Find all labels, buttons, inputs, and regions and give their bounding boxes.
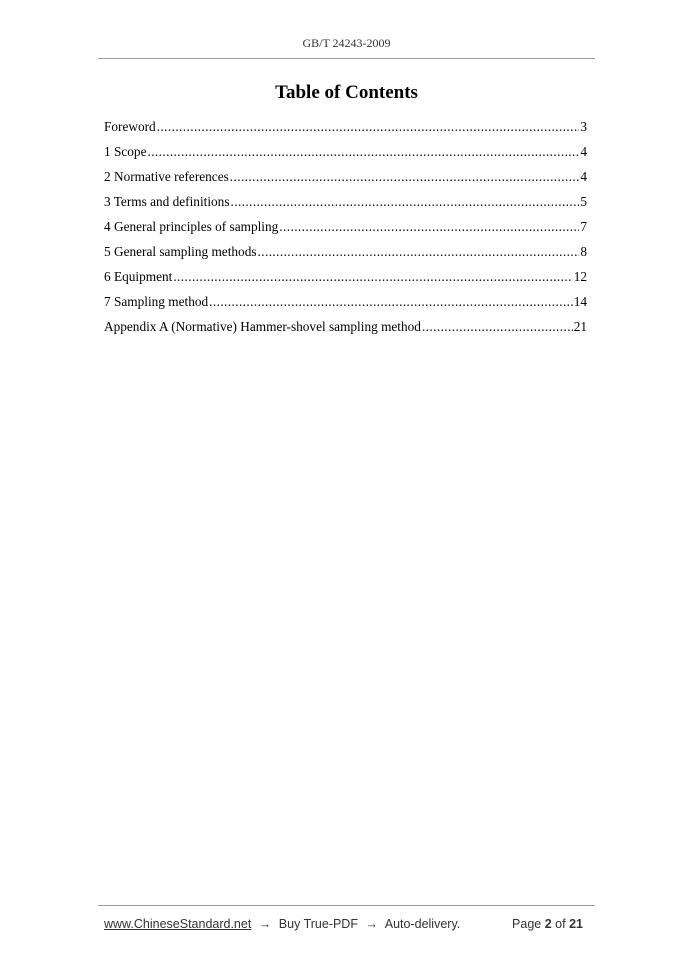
page-total: 21: [569, 917, 583, 931]
toc-entry-label: Appendix A (Normative) Hammer-shovel sampling method: [104, 319, 421, 334]
header-divider: [98, 58, 595, 59]
footer-delivery-text: Auto-delivery.: [384, 917, 461, 931]
page-footer: [104, 917, 583, 935]
dot-leader: [157, 118, 580, 136]
toc-entry-scope[interactable]: [104, 143, 587, 168]
running-header: GB/T 24243-2009: [302, 36, 391, 50]
dot-leader: [173, 268, 572, 286]
toc-entry-label: 2 Normative references: [104, 169, 229, 184]
toc-entry-label: 6 Equipment: [104, 269, 173, 284]
dot-leader: [279, 218, 579, 236]
dot-leader: [230, 168, 580, 186]
toc-entry-appendix-a[interactable]: [104, 318, 587, 343]
toc-entry-terms-and-definitions[interactable]: [104, 193, 587, 218]
footer-buy-text: Buy True-PDF: [278, 917, 358, 931]
toc-entry-label: Foreword: [104, 119, 156, 134]
footer-divider: [98, 905, 595, 906]
page-number: [512, 917, 583, 931]
toc-entry-general-principles[interactable]: [104, 218, 587, 243]
toc-entry-label: 7 Sampling method: [104, 294, 209, 309]
page-prefix: Page: [512, 917, 542, 931]
toc-entry-page: 8: [580, 244, 587, 259]
toc-entry-page: 12: [573, 269, 587, 284]
dot-leader: [209, 293, 573, 311]
toc-entry-sampling-method[interactable]: [104, 293, 587, 318]
toc-entry-label: 4 General principles of sampling: [104, 219, 279, 234]
toc-entry-page: 14: [573, 294, 587, 309]
toc-entry-foreword[interactable]: [104, 118, 587, 143]
toc-entry-label: 5 General sampling methods: [104, 244, 257, 259]
footer-promo: [104, 917, 460, 931]
toc-entry-page: 5: [580, 194, 587, 209]
toc-entry-equipment[interactable]: [104, 268, 587, 293]
page-title: Table of Contents: [275, 82, 418, 103]
dot-leader: [147, 143, 579, 161]
toc-entry-page: 4: [580, 144, 587, 159]
page-current: 2: [544, 917, 552, 931]
toc-entry-page: 3: [580, 119, 587, 134]
table-of-contents: [104, 118, 587, 343]
toc-entry-normative-references[interactable]: [104, 168, 587, 193]
dot-leader: [231, 193, 580, 211]
dot-leader: [422, 318, 573, 336]
site-link[interactable]: www.ChineseStandard.net: [104, 917, 252, 931]
toc-entry-label: 3 Terms and definitions: [104, 194, 230, 209]
toc-entry-page: 21: [573, 319, 587, 334]
dot-leader: [258, 243, 580, 261]
right-arrow-icon: →: [365, 917, 378, 931]
toc-entry-general-sampling-methods[interactable]: [104, 243, 587, 268]
toc-entry-label: 1 Scope: [104, 144, 147, 159]
page-of: of: [555, 917, 566, 931]
toc-entry-page: 7: [580, 219, 587, 234]
right-arrow-icon: →: [258, 917, 272, 931]
toc-entry-page: 4: [580, 169, 587, 184]
